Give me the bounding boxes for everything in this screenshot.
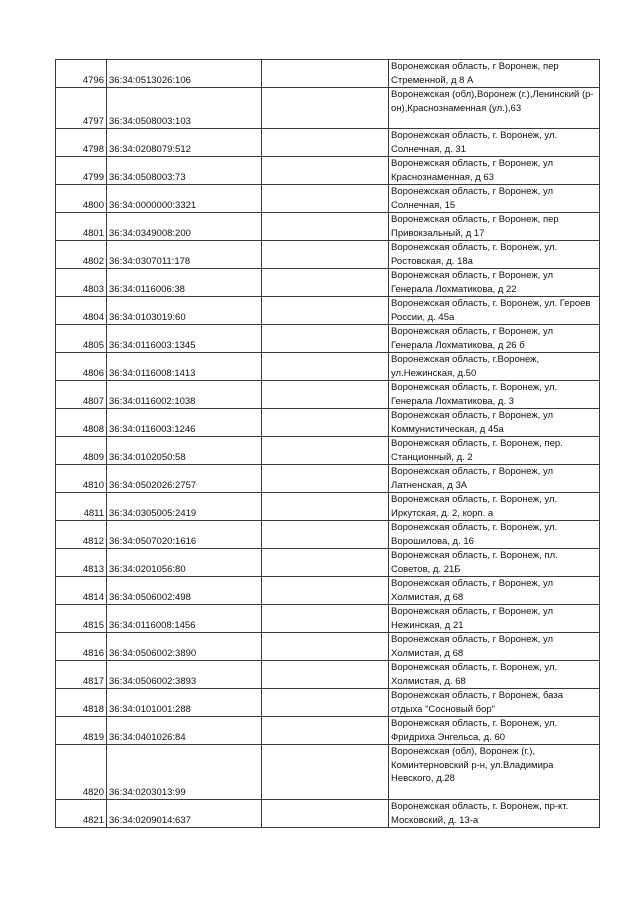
empty-cell [262,381,389,409]
empty-cell [262,549,389,577]
row-number-cell: 4821 [56,800,107,828]
address-cell: Воронежская область, г. Воронеж, ул. Холмистая, д. 68 [389,661,600,689]
cadastral-number-cell: 36:34:0507020:1616 [107,521,262,549]
empty-cell [262,241,389,269]
row-number-cell: 4817 [56,661,107,689]
empty-cell [262,521,389,549]
cadastral-number-cell: 36:34:0000000:3321 [107,185,262,213]
cadastral-number-cell: 36:34:0305005:2419 [107,493,262,521]
cadastral-number-cell: 36:34:0506002:3890 [107,633,262,661]
empty-cell [262,689,389,717]
empty-cell [262,717,389,745]
address-cell: Воронежская область, г. Воронеж, ул. Солнечная, д. 31 [389,129,600,157]
address-cell: Воронежская область, г. Воронеж, пер. Станционный, д. 2 [389,437,600,465]
table-row [56,493,600,521]
cadastral-number-cell: 36:34:0209014:637 [107,800,262,828]
row-number-cell: 4796 [56,60,107,88]
cadastral-number-cell: 36:34:0513026:106 [107,60,262,88]
empty-cell [262,800,389,828]
address-cell: Воронежская область, г. Воронеж, ул. Героев России, д. 45а [389,297,600,325]
row-number-cell: 4812 [56,521,107,549]
table-row [56,241,600,269]
table-row [56,353,600,381]
address-cell: Воронежская область, г Воронеж, ул Нежинская, д 21 [389,605,600,633]
address-cell: Воронежская область, г Воронеж, ул Краснознаменная, д 63 [389,157,600,185]
row-number-cell: 4820 [56,745,107,800]
address-cell: Воронежская область, г.Воронеж, ул.Нежинская, д.50 [389,353,600,381]
table-row [56,549,600,577]
empty-cell [262,465,389,493]
address-cell: Воронежская область, г. Воронеж, ул. Ворошилова, д. 16 [389,521,600,549]
row-number-cell: 4813 [56,549,107,577]
address-cell: Воронежская область, г Воронеж, ул Генерала Лохматикова, д 22 [389,269,600,297]
cadastral-number-cell: 36:34:0401026:84 [107,717,262,745]
empty-cell [262,661,389,689]
empty-cell [262,493,389,521]
row-number-cell: 4818 [56,689,107,717]
cadastral-number-cell: 36:34:0349008:200 [107,213,262,241]
cadastral-number-cell: 36:34:0116006:38 [107,269,262,297]
empty-cell [262,269,389,297]
cadastral-number-cell: 36:34:0203013:99 [107,745,262,800]
row-number-cell: 4811 [56,493,107,521]
cadastral-number-cell: 36:34:0116003:1345 [107,325,262,353]
table-row [56,60,600,88]
row-number-cell: 4807 [56,381,107,409]
row-number-cell: 4801 [56,213,107,241]
table-row [56,577,600,605]
cadastral-number-cell: 36:34:0208079:512 [107,129,262,157]
cadastral-number-cell: 36:34:0502026:2757 [107,465,262,493]
empty-cell [262,633,389,661]
empty-cell [262,213,389,241]
row-number-cell: 4804 [56,297,107,325]
table-row [56,325,600,353]
table-row [56,269,600,297]
address-cell: Воронежская область, г. Воронеж, ул. Фридриха Энгельса, д. 60 [389,717,600,745]
cadastral-number-cell: 36:34:0506002:3893 [107,661,262,689]
address-cell: Воронежская область, г Воронеж, пер Привокзальный, д 17 [389,213,600,241]
empty-cell [262,325,389,353]
table-row [56,717,600,745]
address-cell: Воронежская (обл), Воронеж (г.), Коминтерновский р-н, ул.Владимира Невского, д.28 [389,745,600,800]
row-number-cell: 4806 [56,353,107,381]
table-row [56,213,600,241]
row-number-cell: 4805 [56,325,107,353]
address-cell: Воронежская область, г Воронеж, ул Холмистая, д 68 [389,633,600,661]
row-number-cell: 4800 [56,185,107,213]
empty-cell [262,157,389,185]
empty-cell [262,745,389,800]
table-row [56,381,600,409]
address-cell: Воронежская область, г Воронеж, ул Генерала Лохматикова, д 26 б [389,325,600,353]
address-cell: Воронежская область, г Воронеж, база отдыха "Сосновый бор" [389,689,600,717]
empty-cell [262,605,389,633]
address-cell: Воронежская область, г. Воронеж, пр-кт. Московский, д. 13-а [389,800,600,828]
table-row [56,465,600,493]
cadastral-number-cell: 36:34:0116008:1413 [107,353,262,381]
row-number-cell: 4819 [56,717,107,745]
empty-cell [262,60,389,88]
empty-cell [262,297,389,325]
table-row [56,661,600,689]
row-number-cell: 4803 [56,269,107,297]
empty-cell [262,577,389,605]
cadastral-number-cell: 36:34:0116003:1246 [107,409,262,437]
row-number-cell: 4814 [56,577,107,605]
table-row [56,297,600,325]
table-row [56,605,600,633]
table-row [56,409,600,437]
address-cell: Воронежская область, г. Воронеж, ул. Иркутская, д. 2, корп. а [389,493,600,521]
cadastral-number-cell: 36:34:0201056:80 [107,549,262,577]
empty-cell [262,185,389,213]
empty-cell [262,88,389,129]
row-number-cell: 4798 [56,129,107,157]
row-number-cell: 4815 [56,605,107,633]
table-row [56,129,600,157]
table-row [56,800,600,828]
cadastral-number-cell: 36:34:0116002:1038 [107,381,262,409]
table-row [56,521,600,549]
empty-cell [262,129,389,157]
cadastral-number-cell: 36:34:0506002:498 [107,577,262,605]
table-row [56,633,600,661]
address-cell: Воронежская область, г Воронеж, ул Солнечная, 15 [389,185,600,213]
cadastral-number-cell: 36:34:0102050:58 [107,437,262,465]
address-cell: Воронежская область, г. Воронеж, ул. Ростовская, д. 18а [389,241,600,269]
property-registry-table [55,59,600,828]
table-row [56,745,600,800]
address-cell: Воронежская область, г Воронеж, ул Коммунистическая, д 45а [389,409,600,437]
registry-sheet [55,59,594,828]
address-cell: Воронежская область, г Воронеж, ул Латненская, д 3А [389,465,600,493]
row-number-cell: 4799 [56,157,107,185]
row-number-cell: 4809 [56,437,107,465]
row-number-cell: 4797 [56,88,107,129]
table-row [56,157,600,185]
cadastral-number-cell: 36:34:0103019:60 [107,297,262,325]
row-number-cell: 4808 [56,409,107,437]
cadastral-number-cell: 36:34:0508003:73 [107,157,262,185]
cadastral-number-cell: 36:34:0116008:1456 [107,605,262,633]
row-number-cell: 4810 [56,465,107,493]
cadastral-number-cell: 36:34:0101001:288 [107,689,262,717]
address-cell: Воронежская область, г. Воронеж, ул. Генерала Лохматикова, д. 3 [389,381,600,409]
table-row [56,185,600,213]
table-body [56,60,600,828]
address-cell: Воронежская (обл),Воронеж (г.),Ленинский (р-он),Краснознаменная (ул.),63 [389,88,600,129]
address-cell: Воронежская область, г Воронеж, ул Холмистая, д 68 [389,577,600,605]
address-cell: Воронежская область, г. Воронеж, пл. Советов, д. 21Б [389,549,600,577]
row-number-cell: 4802 [56,241,107,269]
row-number-cell: 4816 [56,633,107,661]
empty-cell [262,409,389,437]
cadastral-number-cell: 36:34:0307011:178 [107,241,262,269]
cadastral-number-cell: 36:34:0508003:103 [107,88,262,129]
address-cell: Воронежская область, г Воронеж, пер Стременной, д 8 А [389,60,600,88]
table-row [56,437,600,465]
empty-cell [262,437,389,465]
table-row [56,689,600,717]
empty-cell [262,353,389,381]
table-row [56,88,600,129]
